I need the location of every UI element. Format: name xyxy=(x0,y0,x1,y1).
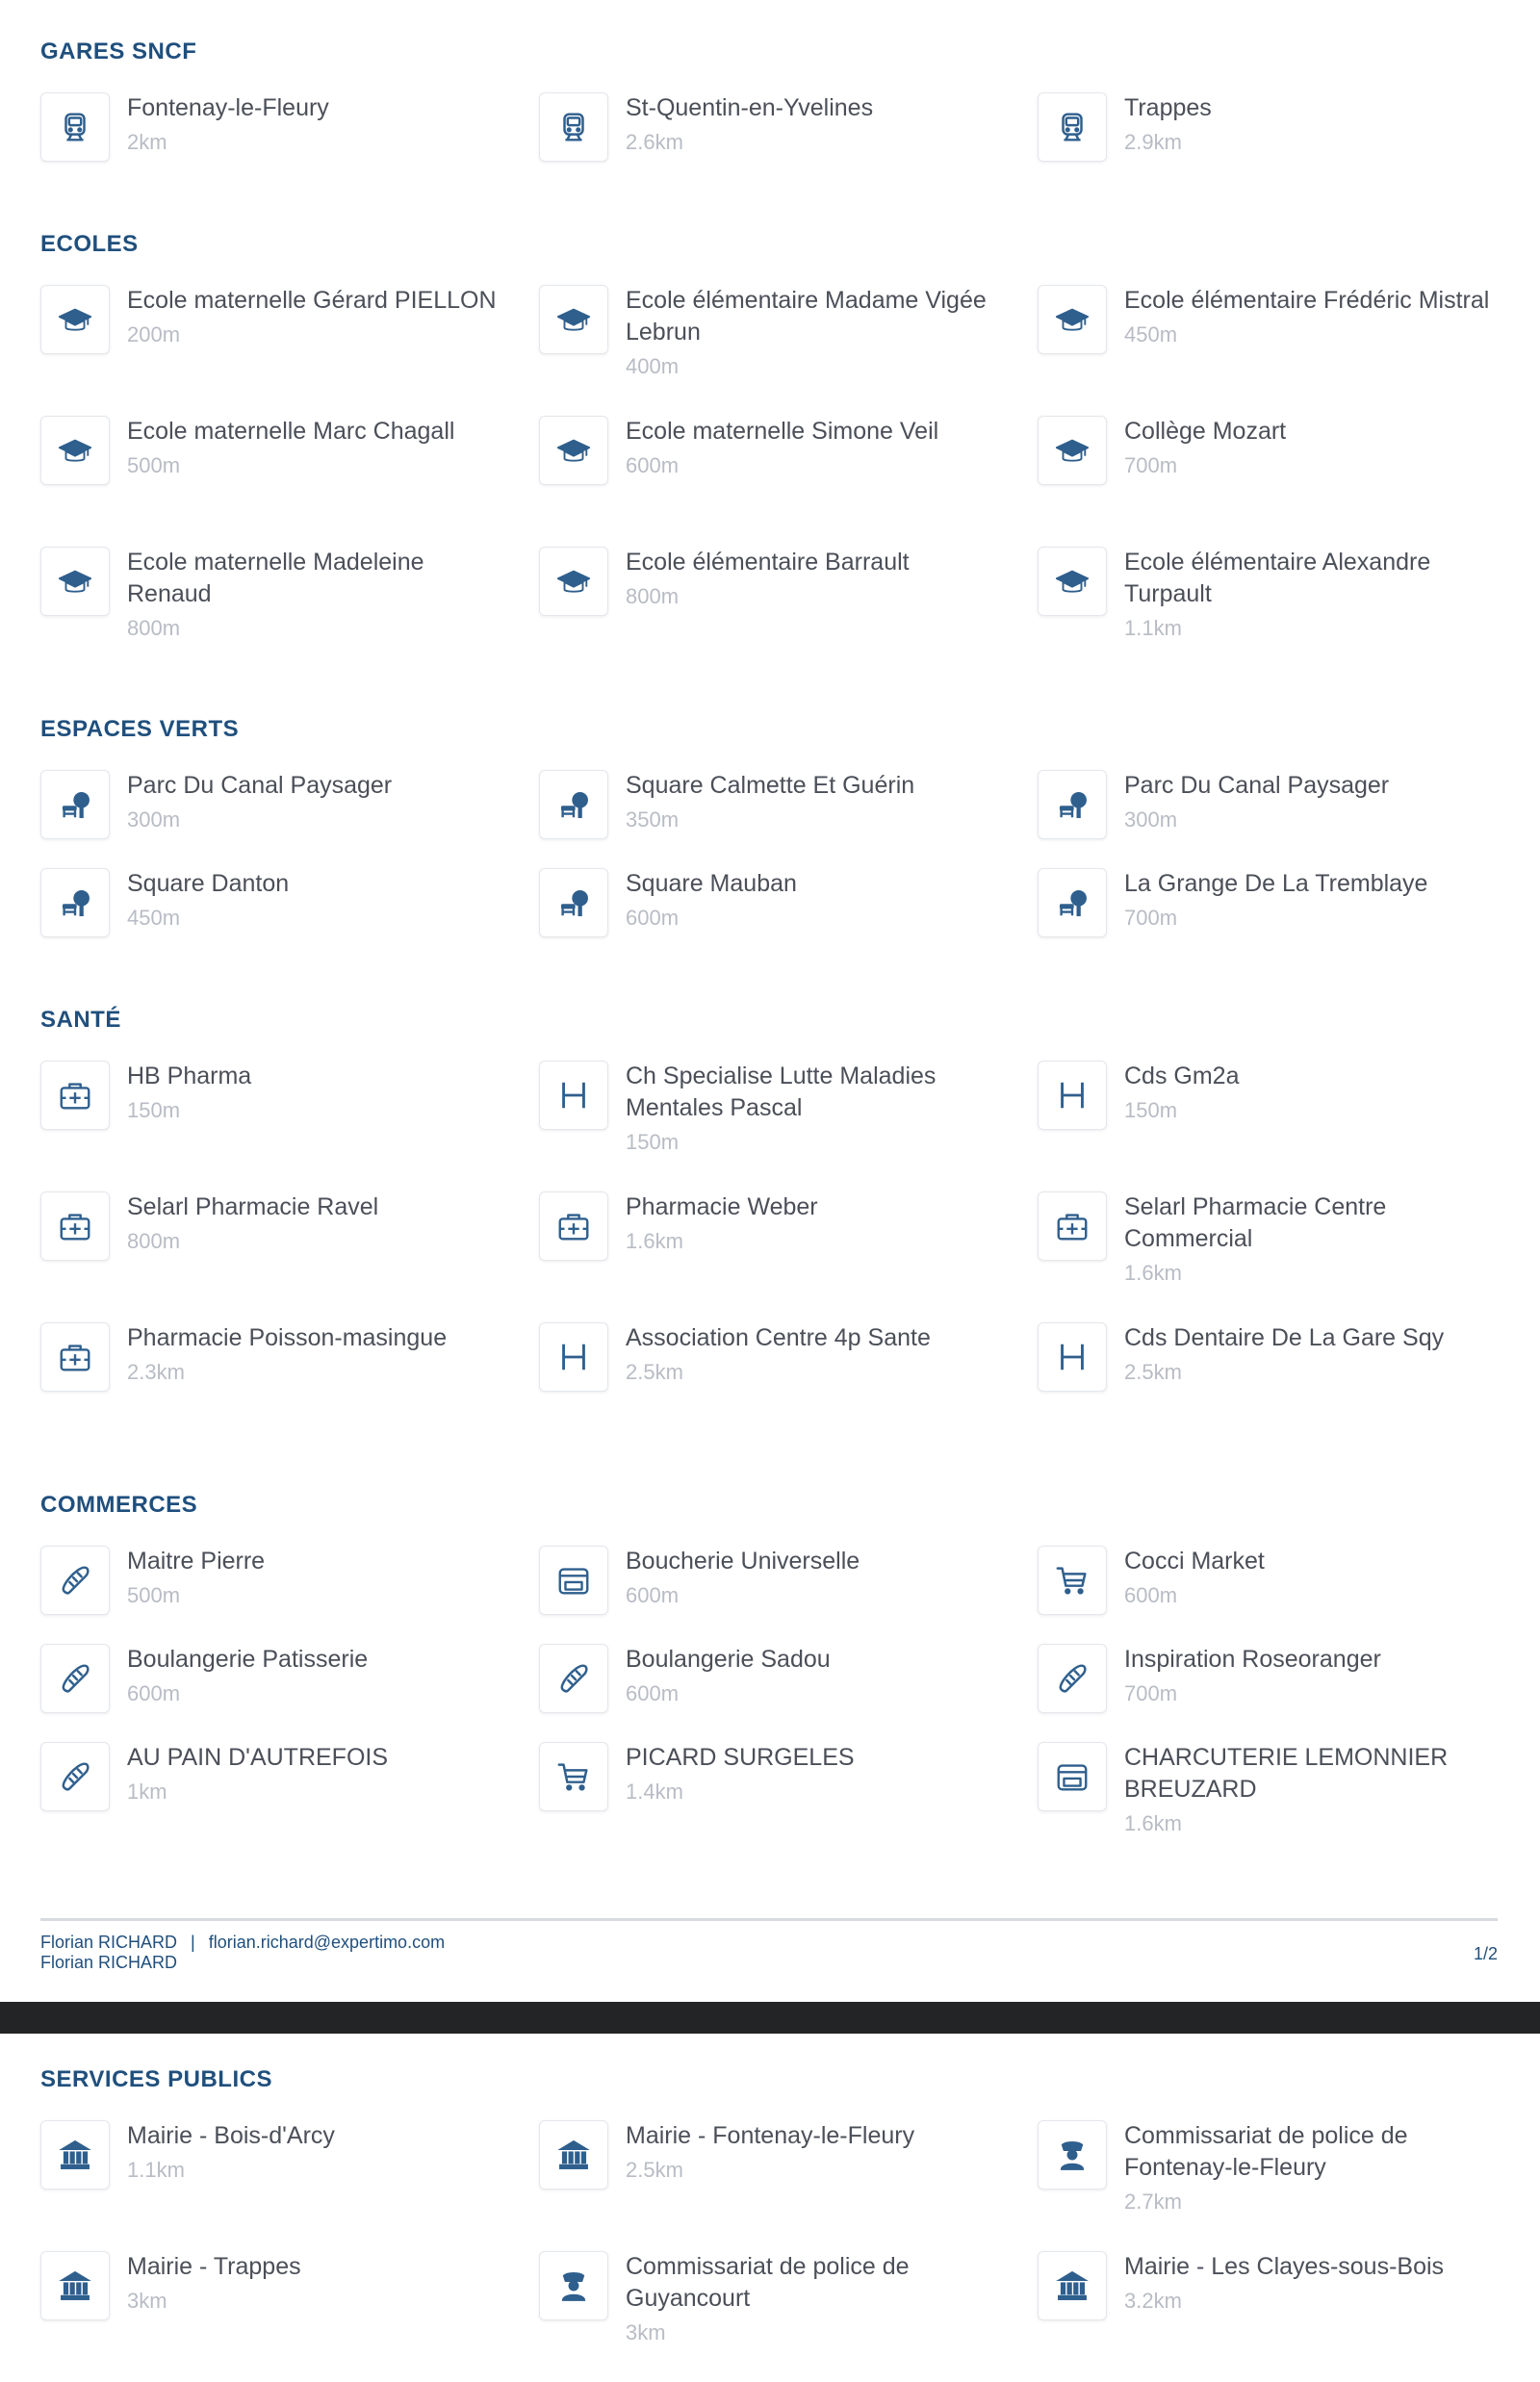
poi-name: Cds Dentaire De La Gare Sqy xyxy=(1124,1324,1445,1351)
graduation-cap-icon xyxy=(40,285,110,354)
poi-distance: 2.5km xyxy=(1124,1360,1182,1384)
hospital-icon xyxy=(539,1061,608,1130)
poi-item xyxy=(40,1546,539,1644)
hospital-icon xyxy=(539,1322,608,1392)
park-icon xyxy=(40,770,110,839)
poi-name: La Grange De La Tremblaye xyxy=(1124,870,1428,897)
pharmacy-icon xyxy=(539,1191,608,1261)
poi-text xyxy=(1124,1546,1500,1610)
poi-distance: 600m xyxy=(626,906,680,930)
poi-name: Square Calmette Et Guérin xyxy=(626,772,915,799)
poi-item xyxy=(1038,2251,1503,2382)
park-icon xyxy=(40,868,110,937)
section-title: COMMERCES xyxy=(40,1492,198,1518)
poi-name: Ecole élémentaire Frédéric Mistral xyxy=(1124,287,1490,314)
poi-item xyxy=(40,547,539,678)
bread-icon xyxy=(40,1644,110,1713)
page-footer xyxy=(40,1918,1498,1972)
footer-author: Florian RICHARD xyxy=(40,1933,178,1952)
poi-item xyxy=(1038,1742,1503,1873)
townhall-icon xyxy=(539,2120,608,2190)
poi-text xyxy=(127,285,502,349)
graduation-cap-icon xyxy=(1038,416,1107,485)
poi-item xyxy=(1038,285,1503,416)
poi-name: Ecole élémentaire Madame Vigée Lebrun xyxy=(626,287,987,346)
bread-icon xyxy=(40,1546,110,1615)
poi-distance: 300m xyxy=(1124,807,1178,832)
poi-item xyxy=(539,868,1038,966)
poi-distance: 2.3km xyxy=(127,1360,185,1384)
poi-name: CHARCUTERIE LEMONNIER BREUZARD xyxy=(1124,1744,1449,1803)
poi-item xyxy=(40,868,539,966)
poi-text xyxy=(626,1061,1001,1157)
poi-text xyxy=(626,1644,1001,1708)
poi-name: Ecole maternelle Madeleine Renaud xyxy=(127,549,424,607)
poi-distance: 1.4km xyxy=(626,1780,683,1804)
poi-distance: 800m xyxy=(626,584,680,608)
train-icon xyxy=(539,92,608,162)
poi-name: Selarl Pharmacie Centre Commercial xyxy=(1124,1193,1387,1252)
poi-distance: 1km xyxy=(127,1780,167,1804)
poi-text xyxy=(626,868,1001,933)
poi-grid xyxy=(40,1546,1503,1873)
page-number: 1/2 xyxy=(1473,1944,1498,1963)
poi-text xyxy=(127,1546,502,1610)
poi-name: AU PAIN D'AUTREFOIS xyxy=(127,1744,389,1771)
poi-text xyxy=(626,1322,1001,1387)
graduation-cap-icon xyxy=(1038,285,1107,354)
poi-item xyxy=(1038,1644,1503,1742)
poi-item xyxy=(1038,547,1503,678)
poi-item xyxy=(40,1191,539,1290)
poi-text xyxy=(1124,92,1500,157)
poi-distance: 3km xyxy=(626,2320,666,2344)
poi-distance: 2.5km xyxy=(626,2158,683,2182)
poi-distance: 1.6km xyxy=(1124,1261,1182,1285)
poi-name: Cocci Market xyxy=(1124,1548,1265,1575)
poi-name: Cds Gm2a xyxy=(1124,1063,1240,1089)
poi-item xyxy=(40,1644,539,1742)
poi-distance: 700m xyxy=(1124,453,1178,477)
poi-item xyxy=(539,1322,1038,1453)
poi-item xyxy=(539,547,1038,645)
poi-grid xyxy=(40,770,1503,966)
townhall-icon xyxy=(1038,2251,1107,2320)
poi-text xyxy=(127,1742,502,1806)
poi-item xyxy=(1038,1322,1503,1453)
poi-text xyxy=(127,1191,502,1256)
poi-text xyxy=(1124,770,1500,834)
poi-name: Ecole élémentaire Barrault xyxy=(626,549,910,576)
poi-distance: 2.9km xyxy=(1124,130,1182,154)
pharmacy-icon xyxy=(40,1191,110,1261)
poi-text xyxy=(1124,416,1500,480)
poi-name: Ch Specialise Lutte Maladies Mentales Pascal xyxy=(626,1063,937,1121)
poi-name: Trappes xyxy=(1124,94,1212,121)
footer-author-2: Florian RICHARD xyxy=(40,1953,178,1972)
poi-grid xyxy=(40,2120,1503,2382)
poi-distance: 600m xyxy=(1124,1583,1178,1607)
poi-text xyxy=(626,2120,1001,2185)
bread-icon xyxy=(40,1742,110,1811)
poi-name: Boulangerie Patisserie xyxy=(127,1646,369,1673)
poi-distance: 600m xyxy=(127,1681,181,1705)
poi-item xyxy=(1038,2120,1503,2251)
poi-distance: 500m xyxy=(127,453,181,477)
pharmacy-icon xyxy=(40,1322,110,1392)
poi-name: Mairie - Bois-d'Arcy xyxy=(127,2122,335,2149)
poi-distance: 600m xyxy=(626,453,680,477)
poi-grid xyxy=(40,285,1503,678)
shop-icon xyxy=(1038,1742,1107,1811)
poi-item xyxy=(40,92,539,191)
poi-item xyxy=(539,1742,1038,1840)
poi-text xyxy=(626,2251,1001,2347)
park-icon xyxy=(1038,868,1107,937)
poi-distance: 3.2km xyxy=(1124,2289,1182,2313)
graduation-cap-icon xyxy=(40,416,110,485)
graduation-cap-icon xyxy=(539,416,608,485)
poi-name: PICARD SURGELES xyxy=(626,1744,855,1771)
police-icon xyxy=(1038,2120,1107,2190)
poi-item xyxy=(539,285,1038,416)
footer-email[interactable]: florian.richard@expertimo.com xyxy=(208,1933,446,1952)
poi-distance: 1.6km xyxy=(1124,1811,1182,1835)
poi-item xyxy=(40,285,539,416)
section-title: SERVICES PUBLICS xyxy=(40,2066,272,2092)
poi-item xyxy=(40,1742,539,1840)
poi-distance: 700m xyxy=(1124,1681,1178,1705)
poi-item xyxy=(1038,416,1503,514)
section-title: GARES SNCF xyxy=(40,38,197,64)
poi-item xyxy=(1038,1191,1503,1322)
poi-text xyxy=(1124,1191,1500,1288)
poi-text xyxy=(127,770,502,834)
cart-icon xyxy=(539,1742,608,1811)
poi-name: Mairie - Trappes xyxy=(127,2253,301,2280)
pharmacy-icon xyxy=(1038,1191,1107,1261)
poi-distance: 600m xyxy=(626,1681,680,1705)
poi-name: Pharmacie Poisson-masingue xyxy=(127,1324,448,1351)
poi-text xyxy=(127,1322,502,1387)
cart-icon xyxy=(1038,1546,1107,1615)
poi-distance: 800m xyxy=(127,1229,181,1253)
poi-text xyxy=(1124,1061,1500,1125)
section-title: SANTÉ xyxy=(40,1007,121,1033)
poi-name: Fontenay-le-Fleury xyxy=(127,94,329,121)
poi-distance: 450m xyxy=(127,906,181,930)
poi-text xyxy=(1124,1322,1500,1387)
poi-text xyxy=(626,285,1001,381)
poi-text xyxy=(626,1191,1001,1256)
poi-name: Mairie - Les Clayes-sous-Bois xyxy=(1124,2253,1445,2280)
poi-text xyxy=(626,770,1001,834)
poi-distance: 150m xyxy=(1124,1098,1178,1122)
poi-text xyxy=(127,92,502,157)
poi-text xyxy=(127,416,502,480)
hospital-icon xyxy=(1038,1322,1107,1392)
poi-name: Commissariat de police de Guyancourt xyxy=(626,2253,910,2312)
poi-item xyxy=(539,1644,1038,1742)
hospital-icon xyxy=(1038,1061,1107,1130)
poi-item xyxy=(1038,770,1503,868)
poi-item xyxy=(40,416,539,547)
poi-distance: 700m xyxy=(1124,906,1178,930)
bread-icon xyxy=(1038,1644,1107,1713)
police-icon xyxy=(539,2251,608,2320)
train-icon xyxy=(1038,92,1107,162)
poi-text xyxy=(127,1061,502,1125)
poi-grid xyxy=(40,92,1503,191)
poi-name: Parc Du Canal Paysager xyxy=(127,772,393,799)
park-icon xyxy=(1038,770,1107,839)
poi-item xyxy=(40,2120,539,2218)
page-separator xyxy=(0,2002,1540,2034)
poi-distance: 350m xyxy=(626,807,680,832)
poi-distance: 2.5km xyxy=(626,1360,683,1384)
poi-distance: 450m xyxy=(1124,322,1178,346)
poi-item xyxy=(539,1191,1038,1290)
poi-distance: 400m xyxy=(626,354,680,378)
poi-name: Association Centre 4p Sante xyxy=(626,1324,931,1351)
poi-name: Inspiration Roseoranger xyxy=(1124,1646,1381,1673)
poi-text xyxy=(127,547,502,643)
poi-item xyxy=(539,416,1038,547)
poi-distance: 2km xyxy=(127,130,167,154)
poi-name: St-Quentin-en-Yvelines xyxy=(626,94,874,121)
page-2 xyxy=(0,2034,1540,2373)
graduation-cap-icon xyxy=(1038,547,1107,616)
poi-name: Ecole maternelle Marc Chagall xyxy=(127,418,455,445)
poi-text xyxy=(127,1644,502,1708)
poi-name: Boulangerie Sadou xyxy=(626,1646,831,1673)
section-title: ESPACES VERTS xyxy=(40,716,240,742)
poi-distance: 1.1km xyxy=(127,2158,185,2182)
poi-name: HB Pharma xyxy=(127,1063,252,1089)
bread-icon xyxy=(539,1644,608,1713)
poi-name: Commissariat de police de Fontenay-le-Fleury xyxy=(1124,2122,1408,2181)
section-title: ECOLES xyxy=(40,231,139,257)
poi-item xyxy=(40,1322,539,1421)
poi-text xyxy=(127,868,502,933)
poi-distance: 2.6km xyxy=(626,130,683,154)
poi-distance: 500m xyxy=(127,1583,181,1607)
poi-text xyxy=(626,547,1001,611)
poi-name: Collège Mozart xyxy=(1124,418,1287,445)
footer-separator: | xyxy=(191,1933,195,1952)
poi-name: Selarl Pharmacie Ravel xyxy=(127,1193,379,1220)
poi-text xyxy=(626,92,1001,157)
poi-text xyxy=(1124,868,1500,933)
poi-item xyxy=(40,2251,539,2349)
poi-text xyxy=(626,416,1001,480)
park-icon xyxy=(539,868,608,937)
poi-item xyxy=(40,770,539,868)
poi-item xyxy=(539,2120,1038,2251)
graduation-cap-icon xyxy=(40,547,110,616)
pharmacy-icon xyxy=(40,1061,110,1130)
poi-item xyxy=(40,1061,539,1159)
poi-item xyxy=(539,770,1038,868)
poi-text xyxy=(626,1742,1001,1806)
poi-name: Ecole maternelle Simone Veil xyxy=(626,418,939,445)
poi-grid xyxy=(40,1061,1503,1453)
poi-distance: 150m xyxy=(127,1098,181,1122)
poi-distance: 150m xyxy=(626,1130,680,1154)
poi-name: Maitre Pierre xyxy=(127,1548,266,1575)
poi-distance: 1.1km xyxy=(1124,616,1182,640)
poi-item xyxy=(539,92,1038,191)
poi-text xyxy=(1124,2251,1500,2316)
poi-name: Ecole maternelle Gérard PIELLON xyxy=(127,287,497,314)
poi-item xyxy=(539,2251,1038,2382)
poi-name: Pharmacie Weber xyxy=(626,1193,818,1220)
poi-item xyxy=(1038,1061,1503,1159)
poi-name: Ecole élémentaire Alexandre Turpault xyxy=(1124,549,1431,607)
poi-item xyxy=(1038,868,1503,966)
poi-text xyxy=(1124,285,1500,349)
graduation-cap-icon xyxy=(539,285,608,354)
poi-distance: 800m xyxy=(127,616,181,640)
poi-name: Square Mauban xyxy=(626,870,797,897)
poi-distance: 3km xyxy=(127,2289,167,2313)
poi-text xyxy=(1124,1644,1500,1708)
poi-distance: 600m xyxy=(626,1583,680,1607)
poi-text xyxy=(1124,2120,1500,2216)
poi-name: Parc Du Canal Paysager xyxy=(1124,772,1390,799)
townhall-icon xyxy=(40,2120,110,2190)
poi-distance: 300m xyxy=(127,807,181,832)
park-icon xyxy=(539,770,608,839)
poi-name: Square Danton xyxy=(127,870,290,897)
townhall-icon xyxy=(40,2251,110,2320)
poi-distance: 2.7km xyxy=(1124,2190,1182,2214)
poi-distance: 200m xyxy=(127,322,181,346)
poi-distance: 1.6km xyxy=(626,1229,683,1253)
train-icon xyxy=(40,92,110,162)
graduation-cap-icon xyxy=(539,547,608,616)
poi-item xyxy=(539,1061,1038,1191)
poi-text xyxy=(626,1546,1001,1610)
poi-text xyxy=(1124,547,1500,643)
poi-item xyxy=(1038,92,1503,191)
poi-text xyxy=(127,2120,502,2185)
poi-item xyxy=(539,1546,1038,1644)
poi-name: Boucherie Universelle xyxy=(626,1548,860,1575)
poi-name: Mairie - Fontenay-le-Fleury xyxy=(626,2122,915,2149)
shop-icon xyxy=(539,1546,608,1615)
poi-item xyxy=(1038,1546,1503,1644)
poi-text xyxy=(1124,1742,1500,1838)
poi-text xyxy=(127,2251,502,2316)
